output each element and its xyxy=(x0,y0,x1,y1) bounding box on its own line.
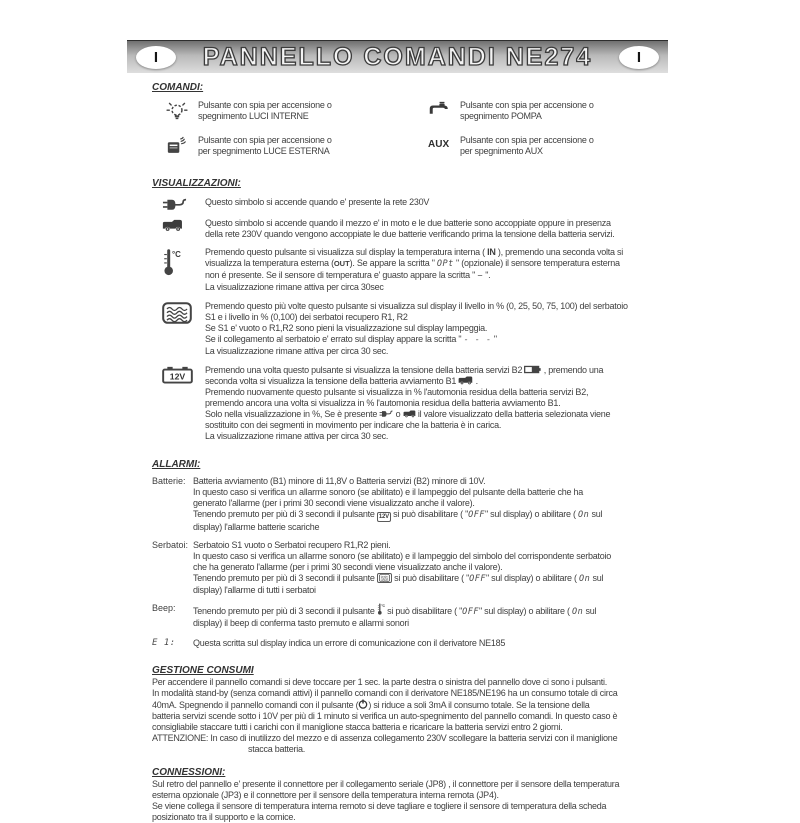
text-line: Pulsante con spia per accensione o xyxy=(198,100,332,110)
comandi-item-aux xyxy=(414,135,672,157)
button-tank-icon xyxy=(377,573,392,583)
power-plug-small-icon xyxy=(379,410,393,418)
text-line: spegnimento LUCI INTERNE xyxy=(198,111,309,121)
text-line: spegnimento POMPA xyxy=(460,111,542,121)
page-title: PANNELLO COMANDI NE274 xyxy=(202,42,593,71)
text-line: Serbatoio S1 vuoto o Serbatoi recupero R1,R2 pieni. xyxy=(193,540,391,550)
exterior-light-icon xyxy=(152,135,198,155)
comandi-item-luci-interne xyxy=(152,100,414,123)
battery-12v-icon xyxy=(152,365,205,384)
text-line: Tenendo premuto per più di 3 secondi il pulsante 12V si può disabilitare ( "OFF" sul display) o abilitare ( On sul xyxy=(193,509,603,520)
section-heading-comandi: COMANDI: xyxy=(152,82,204,93)
display-text-dash: − xyxy=(477,271,483,281)
text-line: In modalità stand-by (senza comandi attivi) il pannello comandi con il derivatore NE185/NE196 ha un consumo totale di circa xyxy=(152,688,618,698)
text-line: Per accendere il pannello comandi si deve toccare per 1 sec. la parte destra o sinistra del pannello dove ci sono i pulsanti. xyxy=(152,677,608,687)
section-heading-connessioni: CONNESSIONI: xyxy=(152,767,226,778)
visualizzazione-batteria xyxy=(152,365,672,442)
text-line: Se il collegamento al serbatoio e' errato sul display appare la scritta " - - - " xyxy=(205,334,497,345)
display-label-in: IN xyxy=(487,247,496,257)
text-line: Premendo questo pulsante si visualizza sul display la temperatura interna ( IN ), premendo una seconda volta si xyxy=(205,247,624,257)
tank-waves-icon xyxy=(152,301,205,324)
text-line: In questo caso si verifica un allarme sonoro (se abilitato) e il lampeggio del simbolo del corrispondente serbatoio xyxy=(193,551,611,561)
display-text-on: On xyxy=(578,574,591,584)
text-line: Pulsante con spia per accensione o xyxy=(460,135,594,145)
text-line: stacca batteria. xyxy=(248,744,306,754)
display-text-off: OFF xyxy=(462,607,479,617)
comandi-grid xyxy=(152,100,672,157)
language-flag-left xyxy=(136,46,176,69)
text-line: Premendo una volta questo pulsante si visualizza la tensione della batteria servizi B2 , premendo una xyxy=(205,365,604,375)
display-text-opt: OPt xyxy=(436,259,454,269)
power-button-icon xyxy=(358,699,368,709)
visualizzazione-rete xyxy=(152,197,672,212)
visualizzazione-mezzo xyxy=(152,218,672,240)
text-line: consigliabile staccare tutti i carichi con il maniglione stacca batteria e ricaricare la batteria servizi entro 2 giorni. xyxy=(152,722,563,732)
text-line: Questo simbolo si accende quando e' presente la rete 230V xyxy=(205,197,430,207)
display-text-off: OFF xyxy=(469,574,486,584)
header-bar xyxy=(127,40,668,73)
text-line: per spegnimento LUCE ESTERNA xyxy=(198,146,330,156)
thermometer-icon xyxy=(152,247,205,276)
text-line: display) il beep di conferma tasto premuto e allarmi sonori xyxy=(193,618,409,628)
text-line: ATTENZIONE: In caso di inutilizzo del mezzo e di assenza collegamento 230V scollegare la batteria servizi con il maniglione xyxy=(152,733,618,743)
text-line: posizionato tra il supporto e la cornice. xyxy=(152,812,296,822)
text-line: esterna opzionale (JP3) e il connettore per il sensore della temperatura interna remota (JP4). xyxy=(152,790,499,800)
text-line: Premendo nuovamente questo pulsante si visualizza in % l'automonia residua della batteria servizi B2, xyxy=(205,387,589,397)
display-text-on: On xyxy=(571,607,584,617)
text-line: premendo ancora una volta si visualizza in % l'automonia residua della batteria avviamento B1. xyxy=(205,398,561,408)
vehicle-b1-icon xyxy=(458,376,473,385)
text-line: Solo nella visualizzazione in %, Se è presente o il valore visualizzato della batteria selezionata viene xyxy=(205,409,611,419)
text-line: Questo simbolo si accende quando il mezzo e' in moto e le due batterie sono accoppiate oppure in presenza xyxy=(205,218,611,228)
section-heading-allarmi: ALLARMI: xyxy=(152,459,201,470)
power-plug-icon xyxy=(152,197,205,212)
section-heading-visualizzazioni: VISUALIZZAZIONI: xyxy=(152,178,241,189)
text-line: La visualizzazione rimane attiva per circa 30 sec. xyxy=(205,431,389,441)
text-line: batteria servizi scende sotto i 10V per più di 1 minuto si verifica un auto-spegnimento del pannello comandi. In questo caso è xyxy=(152,711,618,721)
allarme-e1 xyxy=(152,638,672,649)
text-line: che ha generato l'allarme (per i primi 30 secondi viene visualizzato anche il valore). xyxy=(193,562,503,572)
comandi-item-luce-esterna xyxy=(152,135,414,157)
button-12v-icon: 12V xyxy=(377,512,391,522)
flag-label: I xyxy=(153,48,159,66)
visualizzazione-serbatoi xyxy=(152,301,672,357)
vehicle-small-icon xyxy=(403,410,416,418)
text-line: Tenendo premuto per più di 3 secondi il pulsante si può disabilitare ( "OFF" sul display) o abilitare ( On sul xyxy=(193,573,604,584)
battery-b2-icon xyxy=(524,365,541,374)
text-line: per spegnimento AUX xyxy=(460,146,543,156)
text-line: Pulsante con spia per accensione o xyxy=(198,135,332,145)
text-line: S1 e i livello in % (0,100) dei serbatoi recupero R1, R2 xyxy=(205,312,408,322)
display-text-on: On xyxy=(577,510,590,520)
flag-label: I xyxy=(636,48,642,66)
text-line: non é presente. Se il sensore di temperatura e' guasto appare la scritta " − ". xyxy=(205,270,491,281)
connessioni-paragraph xyxy=(152,779,672,823)
text-line: Premendo questo più volte questo pulsante si visualizza sul display il livello in % (0, 25, 50, 75, 100) del serbatoio xyxy=(205,301,628,311)
visualizzazione-temperatura xyxy=(152,247,672,293)
comandi-item-pompa xyxy=(414,100,672,123)
text-line: della rete 230V quando vengono accoppiate le due batterie verificando prima la tensione della batteria servizi. xyxy=(205,229,615,239)
text-line: In questo caso si verifica un allarme sonoro (se abilitato) e il lampeggio del pulsante della batterie che ha xyxy=(193,487,583,497)
allarme-label: Beep: xyxy=(152,603,176,613)
text-line: Pulsante con spia per accensione o xyxy=(460,100,594,110)
text-line: sostituito con dei segmenti in movimento per indicare che la batteria è in carica. xyxy=(205,420,502,430)
text-line: La visualizzazione rimane attiva per circa 30sec xyxy=(205,282,384,292)
allarme-serbatoi xyxy=(152,540,672,596)
interior-light-icon xyxy=(152,100,198,123)
allarme-batterie xyxy=(152,476,672,533)
text-line: Sul retro del pannello e' presente il connettore per il collegamento seriale (JP8) , il connettore per il sensore della temperatura xyxy=(152,779,620,789)
section-heading-gestione-consumi: GESTIONE CONSUMI xyxy=(152,665,254,676)
allarme-label: Serbatoi: xyxy=(152,540,189,550)
text-line: generato l'allarme (per i primi 30 secondi viene visualizzato anche il valore). xyxy=(193,498,475,508)
language-flag-right xyxy=(619,46,659,69)
text-line: La visualizzazione rimane attiva per circa 30 sec. xyxy=(205,346,389,356)
vehicle-icon xyxy=(152,218,205,232)
allarme-label: Batterie: xyxy=(152,476,186,486)
text-line: Se viene collega il sensore di temperatura interna remoto si deve tagliare e togliere il sensore di temperatura della scheda xyxy=(152,801,607,811)
text-line: Batteria avviamento (B1) minore di 11,8V o Batteria servizi (B2) minore di 10V. xyxy=(193,476,486,486)
aux-label: AUX xyxy=(428,139,450,150)
text-line: visualizza la temperatura esterna (OUT). Se appare la scritta " OPt " (opzionale) il sensore temperatura esterna xyxy=(205,258,620,269)
text-line: Questa scritta sul display indica un errore di comunicazione con il derivatore NE185 xyxy=(193,638,506,648)
gestione-paragraph xyxy=(152,677,672,755)
text-line: seconda volta si visualizza la tensione della batteria avviamento B1 . xyxy=(205,376,478,386)
button-thermometer-icon xyxy=(377,603,385,615)
page-content xyxy=(152,82,672,823)
pump-faucet-icon xyxy=(414,100,460,116)
text-line: display) l'allarme di tutti i serbatoi xyxy=(193,585,316,595)
display-text-e1: E 1: xyxy=(152,638,176,648)
display-text-dashes: - - - xyxy=(463,335,492,345)
display-text-off: OFF xyxy=(468,510,485,520)
display-label-out: OUT xyxy=(333,259,350,268)
text-line: 40mA. Spegnendo il pannello comandi con il pulsante ( ) si riduce a soli 3mA il consumo totale. Se la tensione della xyxy=(152,700,590,710)
text-line: display) l'allarme batterie scariche xyxy=(193,522,320,532)
allarme-beep xyxy=(152,603,672,629)
text-line: Tenendo premuto per più di 3 secondi il pulsante si può disabilitare ( "OFF" sul display) o abilitare ( On sul xyxy=(193,603,596,618)
text-line: Se S1 e' vuoto o R1,R2 sono pieni la visualizzazione sul display lampeggia. xyxy=(205,323,488,333)
